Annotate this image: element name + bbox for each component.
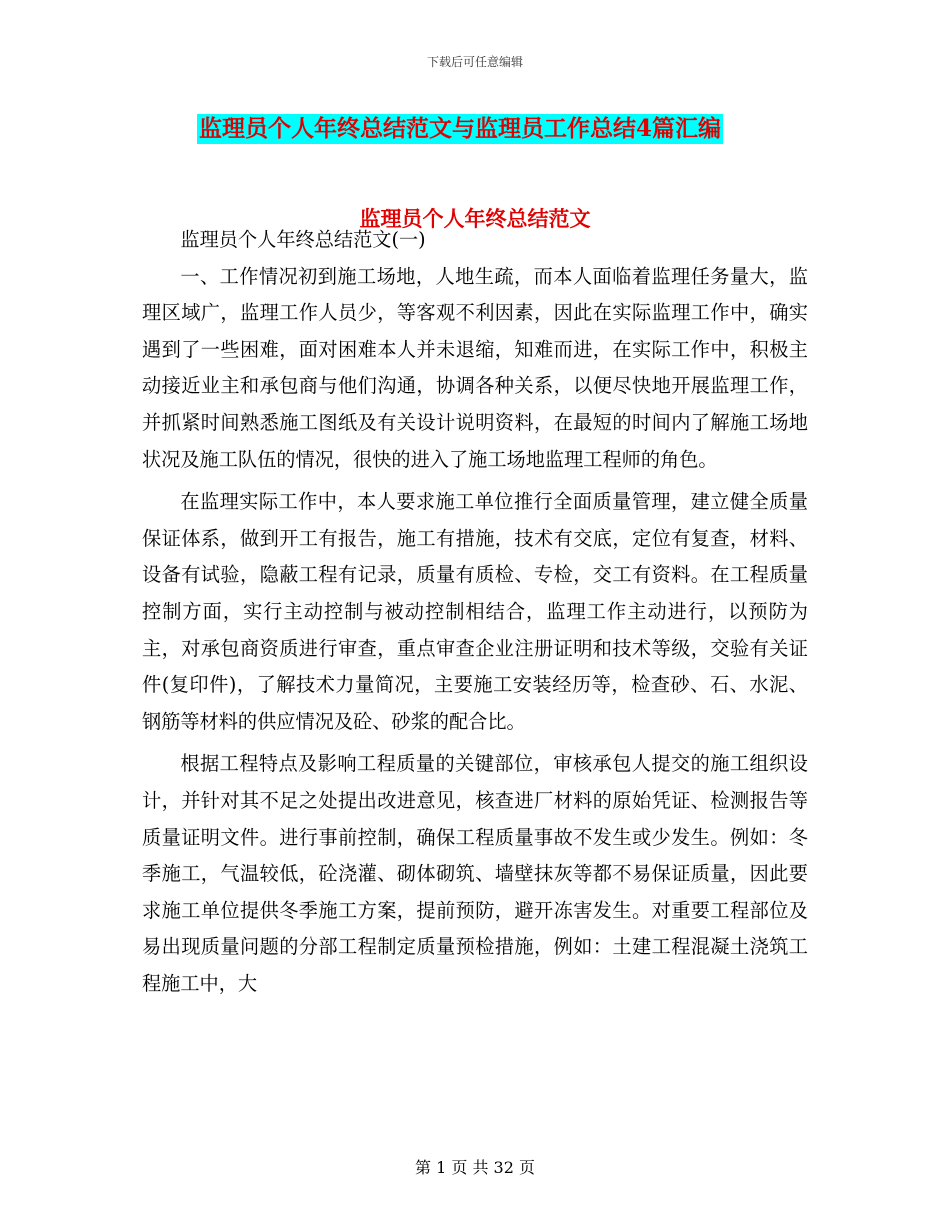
paragraph-heading: 监理员个人年终总结范文(一) xyxy=(180,228,426,251)
paragraph: 一、工作情况初到施工场地，人地生疏，而本人面临着监理任务量大，监理区域广，监理工作人员少，等客观不利因素，因此在实际监理工作中，确实遇到了一些困难，面对困难本人并未退缩，知难而进，在实际工作中，积极主动接近业主和承包商与他们沟通，协调各种关系，以便尽快地开展监理工作，并抓紧时间熟悉施工图纸及有关设计说明资料，在最短的时间内了解施工场地状况及施工队伍的情况，很快的进入了施工场地监理工程师的角色。 xyxy=(142,264,808,471)
header-note: 下载后可任意编辑 xyxy=(426,55,523,69)
paragraph: 根据工程特点及影响工程质量的关键部位，审核承包人提交的施工组织设计，并针对其不足之处提出改进意见，核查进厂材料的原始凭证、检测报告等质量证明文件。进行事前控制，确保工程质量事故不发生或少发生。例如：冬季施工，气温较低，砼浇灌、砌体砌筑、墙壁抹灰等都不易保证质量，因此要求施工单位提供冬季施工方案，提前预防，避开冻害发生。对重要工程部位及易出现质量问题的分部工程制定质量预检措施，例如：土建工程混凝土浇筑工程施工中，大 xyxy=(142,752,808,995)
paragraph: 在监理实际工作中，本人要求施工单位推行全面质量管理，建立健全质量保证体系，做到开工有报告，施工有措施，技术有交底，定位有复查，材料、设备有试验，隐蔽工程有记录，质量有质检、专检，交工有资料。在工程质量控制方面，实行主动控制与被动控制相结合，监理工作主动进行，以预防为主，对承包商资质进行审查，重点审查企业注册证明和技术等级，交验有关证件(复印件)，了解技术力量简况，主要施工安装经历等，检查砂、石、水泥、钢筋等材料的供应情况及砼、砂浆的配合比。 xyxy=(142,490,808,733)
page-footer: 第 1 页 共 32 页 xyxy=(415,1158,535,1177)
section-title: 监理员个人年终总结范文 xyxy=(359,206,591,231)
document-title: 监理员个人年终总结范文与监理员工作总结4篇汇编 xyxy=(199,115,722,142)
body-text xyxy=(142,222,808,1002)
